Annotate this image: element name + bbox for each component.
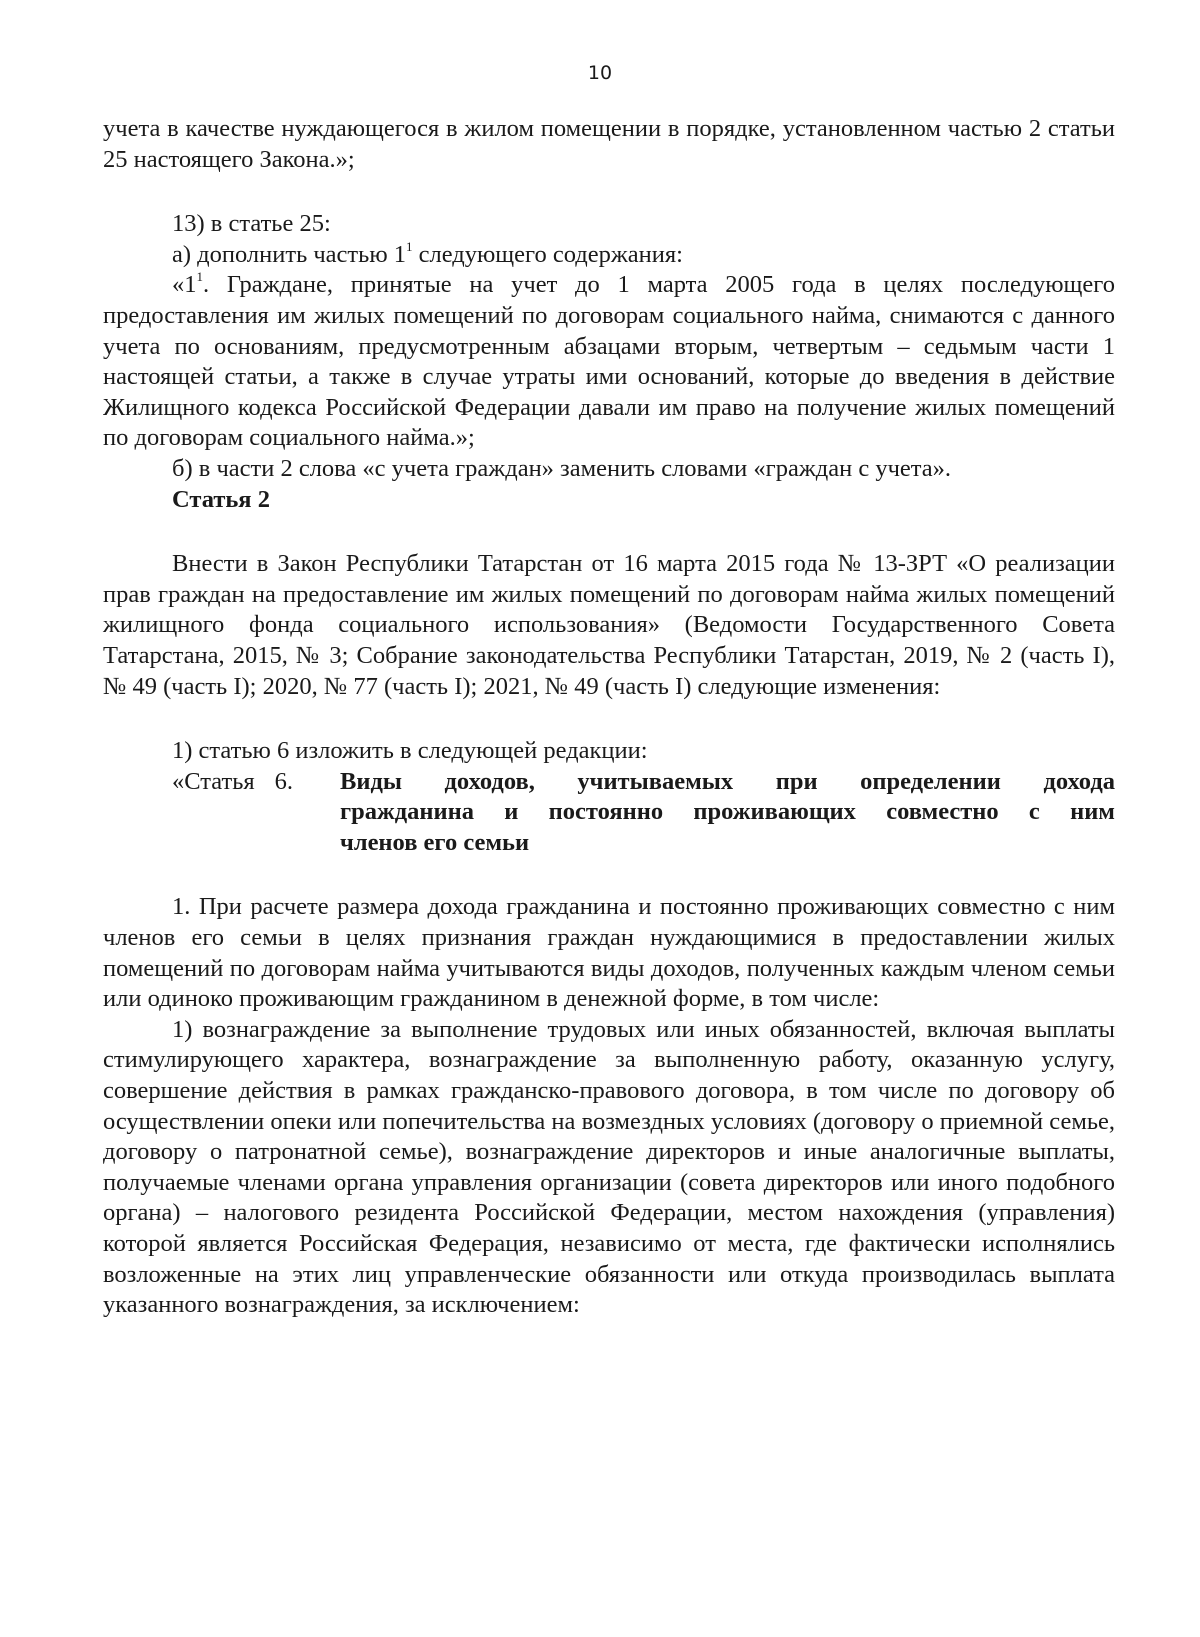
page-number: 10: [587, 62, 613, 84]
article-6-title-line-1: Виды доходов, учитываемых при определении дохода: [340, 767, 1115, 795]
paragraph-part-1: 1. При расчете размера дохода гражданина и постоянно проживающих совместно с ним членов его семьи в целях признания граждан нуждающимися в предоставлении жилых помещений по договорам найма учитываются виды доходов, полученных каждым членом семьи или одиноко проживающим гражданином в денежной форме, в том числе:: [103, 893, 1115, 1013]
paragraph-item-a-text-end: следующего содержания:: [412, 240, 683, 268]
paragraph-article-2-intro: Внести в Закон Республики Татарстан от 16 марта 2015 года № 13-ЗРТ «О реализации прав граждан на предоставление им жилых помещений по договорам найма жилых помещений жилищного фонда социального использования» (Ведомости Государственного Совета Татарстана, 2015, № 3; Собрание законодательства Республики Татарстан, 2019, № 2 (часть I), № 49 (часть I); 2020, № 77 (часть I); 2021, № 49 (часть I) следующие изменения:: [103, 550, 1115, 700]
article-6-label-number: 6.: [274, 767, 294, 795]
paragraph-part-1-1-text: . Граждане, принятые на учет до 1 марта 2005 года в целях последующего предоставления им жилых помещений по договорам социального найма, снимаются с данного учета по основаниям, предусмотренным абзацами вторым, четвертым – седьмым части 1 настоящей статьи, а также в случае утраты ими оснований, которые до введения в действие Жилищного кодекса Российской Федерации давали им право на получение жилых помещений по договорам социального найма.»;: [103, 271, 1115, 452]
superscript-part-number: 1: [196, 269, 203, 285]
document-body: [103, 114, 1115, 1321]
article-6-title-line-3: членов его семьи: [340, 828, 530, 856]
paragraph-part-1-1: [103, 270, 1115, 454]
article-6-title: [103, 767, 1115, 859]
paragraph-item-a-text: а) дополнить частью 1: [172, 240, 406, 268]
article-6-label: [172, 767, 293, 798]
paragraph-subitem-1: 1) вознаграждение за выполнение трудовых или иных обязанностей, включая выплаты стимулирующего характера, вознаграждение за выполненную работу, оказанную услугу, совершение действия в рамках гражданско-правового договора, в том числе по договору об осуществлении опеки или попечительства на возмездных условиях (договору о приемной семье, договору о патронатной семье), вознаграждение директоров и иные аналогичные выплаты, получаемые членами органа управления организации (совета директоров или иного подобного органа) – налогового резидента Российской Федерации, местом нахождения (управления) которой является Российская Федерация, независимо от места, где фактически исполнялись возложенные на этих лиц управленческие обязанности или откуда производилась выплата указанного вознаграждения, за исключением:: [103, 1015, 1115, 1319]
paragraph-part-1-1-start: «1: [172, 271, 197, 299]
article-heading: Статья 2: [172, 485, 270, 513]
paragraph-continuation: учета в качестве нуждающегося в жилом помещении в порядке, установленном частью 2 статьи 25 настоящего Закона.»;: [103, 115, 1115, 173]
superscript-part-number: 1: [406, 238, 413, 254]
article-6-title-line-2: гражданина и постоянно проживающих совместно с ним: [340, 798, 1115, 826]
paragraph-item-a: [103, 240, 1115, 271]
paragraph-item-b: б) в части 2 слова «с учета граждан» заменить словами «граждан с учета».: [172, 454, 952, 482]
article-6-label-word: «Статья: [172, 767, 255, 795]
paragraph-item-1: 1) статью 6 изложить в следующей редакции:: [172, 737, 648, 765]
paragraph-item-13: 13) в статье 25:: [172, 210, 331, 238]
